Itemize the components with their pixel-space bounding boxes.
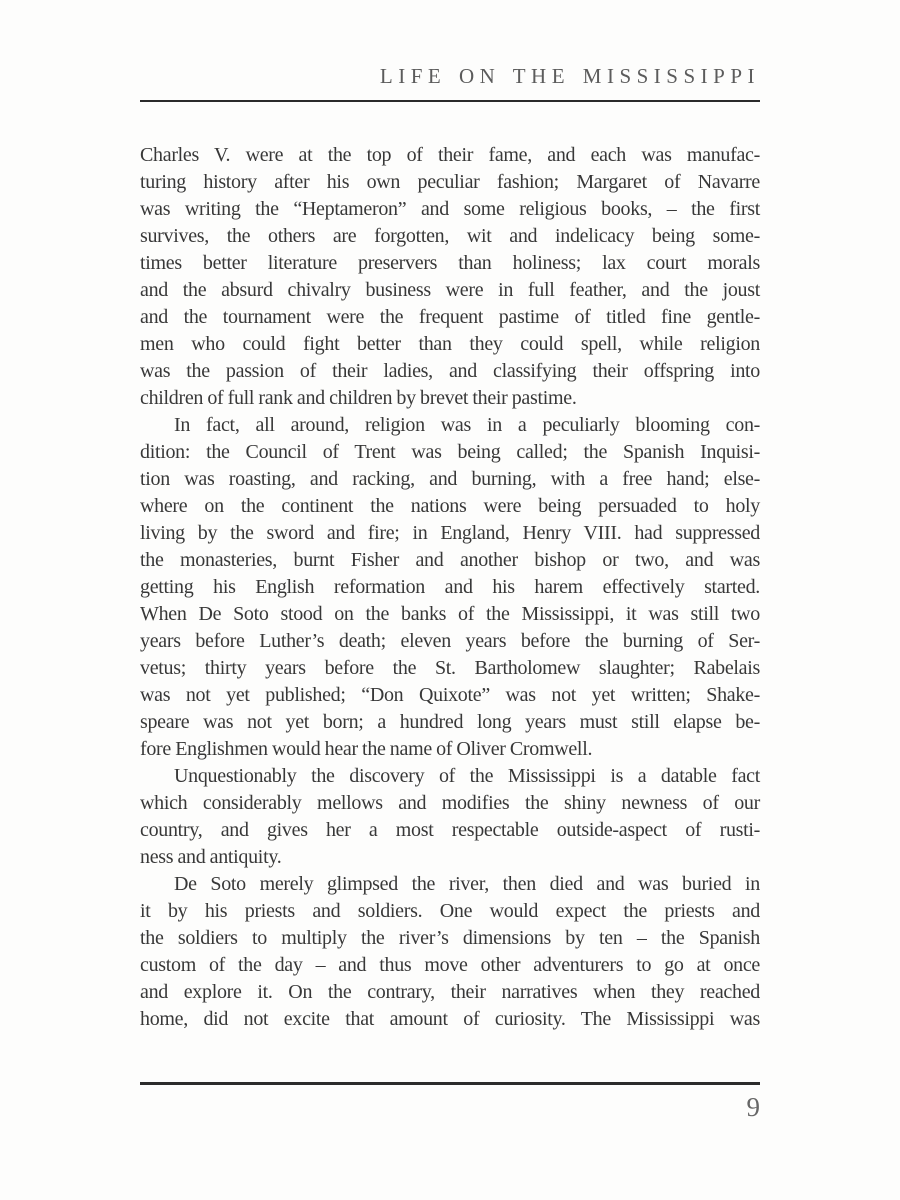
- text-line: tion was roasting, and racking, and burning, with a free hand; else-: [140, 468, 760, 490]
- page-header: [140, 62, 760, 102]
- paragraph: [140, 412, 760, 763]
- text-line: and the absurd chivalry business were in full feather, and the joust: [140, 279, 760, 301]
- body-text: [140, 142, 760, 1033]
- text-line: country, and gives her a most respectable outside-aspect of rusti-: [140, 819, 760, 841]
- paragraph: [140, 871, 760, 1033]
- text-line: was the passion of their ladies, and classifying their offspring into: [140, 360, 760, 382]
- text-line: dition: the Council of Trent was being called; the Spanish Inquisi-: [140, 441, 760, 463]
- text-line: getting his English reformation and his harem effectively started.: [140, 576, 760, 598]
- text-line: it by his priests and soldiers. One would expect the priests and: [140, 900, 760, 922]
- text-line: times better literature preservers than holiness; lax court morals: [140, 252, 760, 274]
- paragraph: [140, 142, 760, 412]
- text-line: survives, the others are forgotten, wit and indelicacy being some-: [140, 225, 760, 247]
- text-line: vetus; thirty years before the St. Bartholomew slaughter; Rabelais: [140, 657, 760, 679]
- text-line: ness and antiquity.: [140, 846, 282, 868]
- footer-rule: [140, 1082, 760, 1085]
- text-line: speare was not yet born; a hundred long years must still elapse be-: [140, 711, 760, 733]
- text-line: which considerably mellows and modifies the shiny newness of our: [140, 792, 760, 814]
- paragraph: [140, 763, 760, 871]
- running-head-title: LIFE ON THE MISSISSIPPI: [379, 64, 760, 88]
- text-line: and the tournament were the frequent pastime of titled fine gentle-: [140, 306, 760, 328]
- text-line: Charles V. were at the top of their fame, and each was manufac-: [140, 144, 760, 166]
- text-line: the monasteries, burnt Fisher and another bishop or two, and was: [140, 549, 760, 571]
- text-line: men who could fight better than they could spell, while religion: [140, 333, 760, 355]
- page-number: 9: [746, 1092, 760, 1122]
- text-line: When De Soto stood on the banks of the Mississippi, it was still two: [140, 603, 760, 625]
- text-line: De Soto merely glimpsed the river, then died and was buried in: [174, 873, 760, 895]
- text-line: where on the continent the nations were being persuaded to holy: [140, 495, 760, 517]
- text-line: custom of the day – and thus move other adventurers to go at once: [140, 954, 760, 976]
- text-line: home, did not excite that amount of curiosity. The Mississippi was: [140, 1008, 760, 1030]
- text-line: children of full rank and children by brevet their pastime.: [140, 387, 577, 409]
- text-line: In fact, all around, religion was in a peculiarly blooming con-: [174, 414, 760, 436]
- header-rule: [140, 100, 760, 102]
- text-line: was writing the “Heptameron” and some religious books, – the first: [140, 198, 760, 220]
- text-line: living by the sword and fire; in England, Henry VIII. had suppressed: [140, 522, 760, 544]
- text-line: fore Englishmen would hear the name of Oliver Cromwell.: [140, 738, 593, 760]
- text-line: the soldiers to multiply the river’s dimensions by ten – the Spanish: [140, 927, 760, 949]
- text-line: Unquestionably the discovery of the Mississippi is a datable fact: [174, 765, 760, 787]
- page-footer: [140, 1082, 760, 1123]
- text-line: years before Luther’s death; eleven years before the burning of Ser-: [140, 630, 760, 652]
- text-line: was not yet published; “Don Quixote” was not yet written; Shake-: [140, 684, 760, 706]
- text-line: turing history after his own peculiar fashion; Margaret of Navarre: [140, 171, 760, 193]
- text-line: and explore it. On the contrary, their narratives when they reached: [140, 981, 760, 1003]
